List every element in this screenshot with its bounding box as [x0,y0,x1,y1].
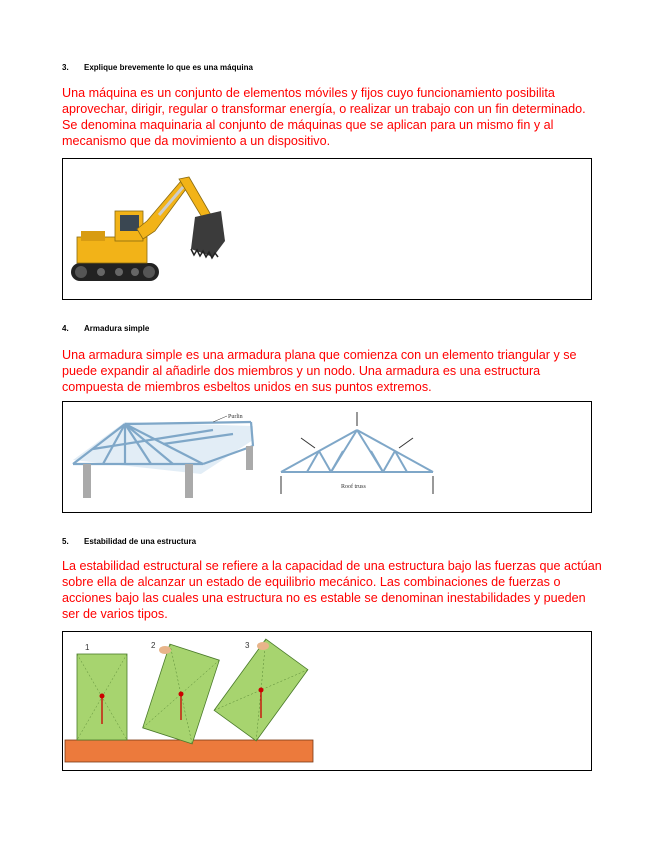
section-number: 5. [62,537,69,546]
truss-figure [62,401,592,513]
stability-figure [62,631,592,771]
ground-base [65,740,313,762]
section-3-heading [62,63,253,72]
section-title: Estabilidad de una estructura [84,537,197,546]
section-number: 3. [62,63,69,72]
excavator-illustration [63,159,591,299]
section-4-answer: Una armadura simple es una armadura plana que comienza con un elemento triangular y se puede expandir al añadirle dos miembros y un nodo. Una armadura es una estructura compuesta de miembros esbeltos unidos en sus puntos extremos. [62,348,577,394]
hand-icon [159,646,171,654]
truss-illustration [63,402,591,512]
section-title: Explique brevemente lo que es una máquina [84,63,253,72]
block-1-label: 1 [85,643,90,652]
section-number: 4. [62,324,69,333]
block-3-label: 3 [245,641,250,650]
section-4-heading [62,324,149,333]
section-5-heading [62,537,196,546]
section-3-answer: Una máquina es un conjunto de elementos móviles y fijos cuyo funcionamiento posibilita aprovechar, dirigir, regular o transformar energía, o realizar un trabajo con un fin determinado. Se denomina maquinaria al conjunto de máquinas que se aplican para un mismo fin y al mecanismo que da movimiento a un dispositivo. [62,86,586,148]
hand-icon [257,642,269,650]
purlin-label: Purlin [228,414,243,420]
section-title: Armadura simple [84,324,150,333]
roof-truss-label: Roof truss [341,484,366,490]
section-5-answer: La estabilidad estructural se refiere a la capacidad de una estructura bajo las fuerzas que actúan sobre ella de alcanzar un estado de equilibrio mecánico. Las combinaciones de fuerzas o acciones bajo las cuales una estructura no es estable se denominan inestabilidades y pueden ser de varios tipos. [62,559,602,621]
stability-illustration [63,632,591,770]
excavator-figure [62,158,592,300]
block-2-label: 2 [151,641,156,650]
